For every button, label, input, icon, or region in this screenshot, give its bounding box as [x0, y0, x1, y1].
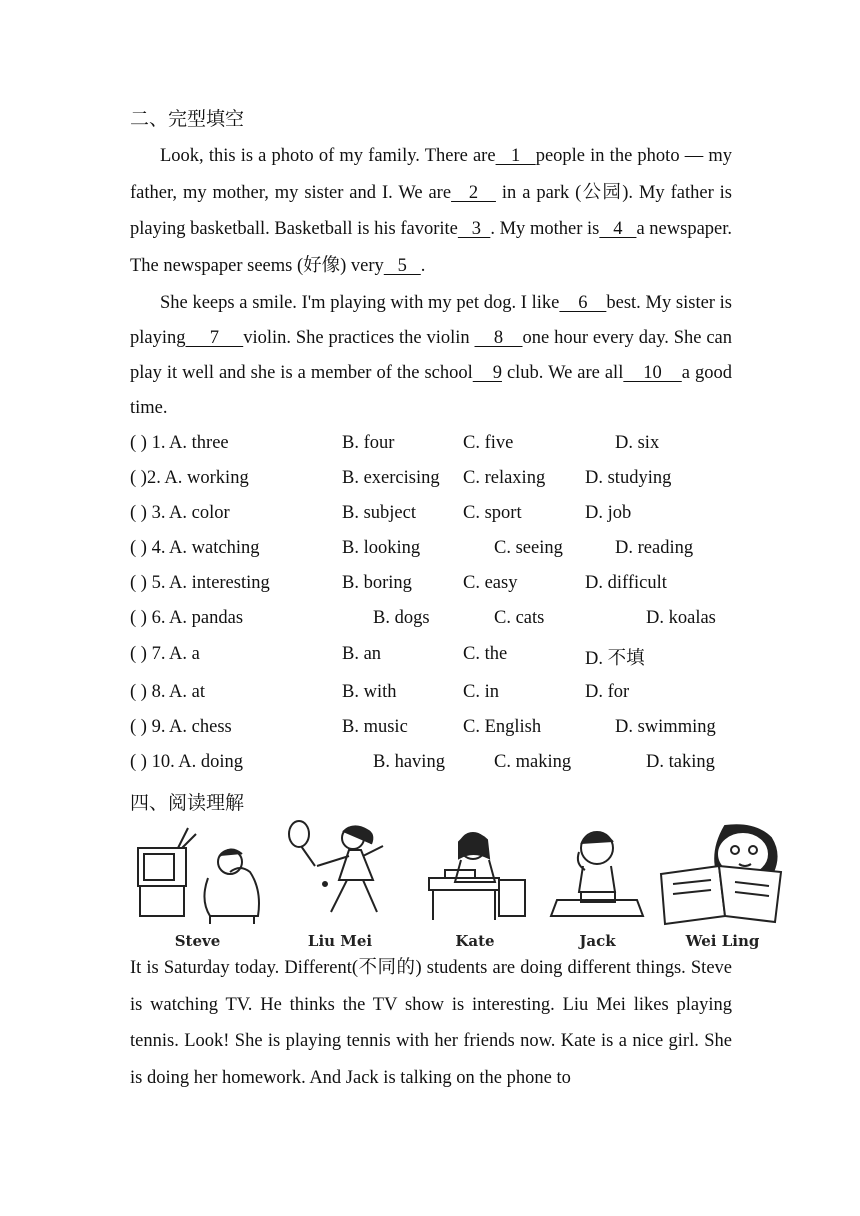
cloze-text: people in the photo — my father, my mother, my sister and I. We are — [130, 146, 732, 203]
option-c: C. cats — [494, 608, 545, 628]
option-d: D. studying — [585, 468, 672, 488]
figure-label: Kate — [455, 932, 495, 950]
question-row-6 — [130, 608, 750, 638]
blank-5: 5 — [383, 255, 421, 276]
option-d: D. koalas — [646, 608, 716, 628]
reading-passage: It is Saturday today. Different(不同的) students are doing different things. Steve is watching TV. He thinks the TV show is interesting. Liu Mei likes playing tennis. Look! She is playing tennis with her friends now. Kate is a nice girl. She is doing her homework. And Jack is talking on the phone to — [130, 958, 732, 1088]
blank-8: 8 — [474, 328, 523, 348]
question-row-8 — [130, 682, 750, 712]
blank-1: 1 — [495, 146, 536, 166]
option-c: C. easy — [463, 573, 518, 593]
question-stem: ( ) 7. A. a — [130, 644, 200, 664]
question-row-5 — [130, 573, 750, 603]
cloze-paragraph-1 — [130, 138, 732, 284]
option-b: B. boring — [342, 573, 412, 593]
option-d: D. swimming — [615, 717, 716, 737]
question-row-1 — [130, 433, 750, 463]
cloze-text: a newspaper. The newspaper seems (好像) very — [130, 219, 733, 276]
blank-10: 10 — [623, 363, 682, 383]
section-cloze-title: 二、完型填空 — [130, 109, 245, 130]
wei-ling-reading-drawing — [655, 820, 790, 930]
option-b: B. having — [373, 752, 445, 772]
jack-phone-drawing — [545, 820, 650, 930]
blank-6: 6 — [559, 293, 607, 313]
figure-kate — [415, 820, 535, 950]
figure-label: Wei Ling — [685, 932, 760, 950]
cloze-text: club. We are all — [501, 363, 624, 383]
question-row-2 — [130, 468, 750, 498]
option-c: C. in — [463, 682, 499, 702]
option-c: C. English — [463, 717, 542, 737]
liu-mei-tennis-drawing — [275, 820, 405, 930]
question-stem: ( ) 10. A. doing — [130, 752, 244, 772]
option-b: B. music — [342, 717, 408, 737]
question-row-7 — [130, 644, 750, 674]
option-d: D. for — [585, 682, 630, 702]
question-stem: ( ) 1. A. three — [130, 433, 229, 453]
cloze-text: violin. She practices the violin — [243, 328, 475, 348]
option-c: C. making — [494, 752, 572, 772]
question-stem: ( ) 3. A. color — [130, 503, 230, 523]
question-row-10 — [130, 752, 750, 782]
option-b: B. four — [342, 433, 395, 453]
option-c: C. five — [463, 433, 514, 453]
cloze-text: a good time. — [130, 363, 732, 418]
option-d: D. 不填 — [585, 649, 645, 669]
cloze-text: best. My sister is playing — [130, 293, 733, 348]
question-stem: ( )2. A. working — [130, 468, 249, 488]
option-b: B. an — [342, 644, 382, 664]
question-row-3 — [130, 503, 750, 533]
illustration-strip — [130, 820, 790, 950]
cloze-text: Look, this is a photo of my family. There are — [160, 146, 496, 166]
steve-watching-tv-drawing — [130, 820, 265, 930]
question-stem: ( ) 5. A. interesting — [130, 573, 270, 593]
blank-3: 3 — [457, 219, 491, 239]
figure-label: Jack — [579, 932, 616, 950]
section-reading-title: 四、阅读理解 — [130, 793, 245, 814]
cloze-text: . — [420, 255, 426, 276]
option-d: D. six — [615, 433, 660, 453]
blank-4: 4 — [599, 219, 637, 239]
blank-9: 9 — [472, 363, 502, 383]
option-c: C. seeing — [494, 538, 563, 558]
question-row-4 — [130, 538, 750, 568]
option-d: D. taking — [646, 752, 715, 772]
cloze-paragraph-2 — [130, 286, 732, 426]
kate-homework-drawing — [415, 820, 535, 930]
figure-steve — [130, 820, 265, 950]
option-b: B. with — [342, 682, 397, 702]
option-b: B. looking — [342, 538, 421, 558]
option-b: B. dogs — [373, 608, 430, 628]
blank-7: 7 — [185, 328, 244, 348]
figure-jack — [545, 820, 650, 950]
option-d: D. difficult — [585, 573, 667, 593]
figure-label: Steve — [174, 932, 221, 950]
blank-2: 2 — [451, 182, 496, 203]
cloze-text: in a park (公园). My father is playing basketball. Basketball is his favorite — [130, 182, 733, 239]
option-d: D. job — [585, 503, 632, 523]
question-row-9 — [130, 717, 750, 747]
option-c: C. relaxing — [463, 468, 546, 488]
option-c: C. sport — [463, 503, 522, 523]
cloze-text: . My mother is — [490, 219, 600, 239]
question-stem: ( ) 4. A. watching — [130, 538, 260, 558]
cloze-text: She keeps a smile. I'm playing with my pet dog. I like — [160, 293, 560, 313]
option-c: C. the — [463, 644, 508, 664]
figure-label: Liu Mei — [307, 932, 373, 950]
cloze-text: one hour every day. She can play it well and she is a member of the school — [130, 328, 733, 383]
option-b: B. subject — [342, 503, 416, 523]
option-b: B. exercising — [342, 468, 440, 488]
question-stem: ( ) 6. A. pandas — [130, 608, 244, 628]
option-d: D. reading — [615, 538, 694, 558]
question-stem: ( ) 8. A. at — [130, 682, 206, 702]
question-stem: ( ) 9. A. chess — [130, 717, 232, 737]
figure-liu-mei — [275, 820, 405, 950]
figure-wei-ling — [655, 820, 790, 950]
